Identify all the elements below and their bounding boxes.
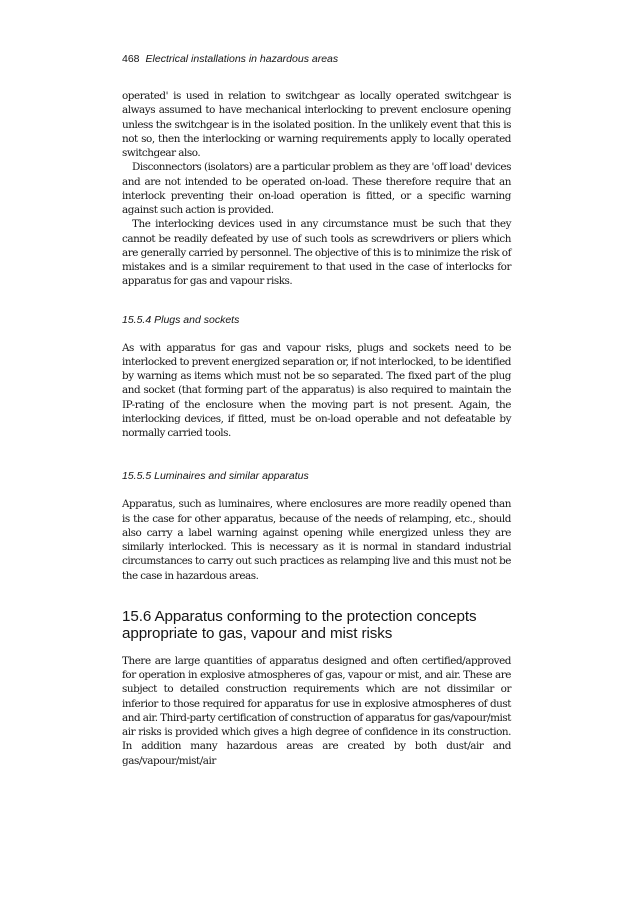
section-heading-15-6 <box>122 608 511 642</box>
paragraph-switchgear: operated' is used in relation to switchgear as locally operated switchgear is always assumed to have mechanical interlocking to prevent enclosure opening unless the switchgear is in the isolated position. In the unlikely event that this is not so, then the interlocking or warning requirements apply to locally operated switchgear also. <box>122 90 511 159</box>
running-title: Electrical installations in hazardous areas <box>145 53 339 65</box>
paragraph-disconnectors: Disconnectors (isolators) are a particular problem as they are 'off load' devices and are not intended to be operated on-load. These therefore require that an interlock preventing their on-load operation is fitted, or a specific warning against such action is provided. <box>122 161 511 216</box>
section-heading-line-1: 15.6 Apparatus conforming to the protection concepts <box>122 607 477 625</box>
paragraph-luminaires: Apparatus, such as luminaires, where enclosures are more readily opened than is the case for other apparatus, because of the needs of relamping, etc., should also carry a label warning against opening while energized unless they are similarly interlocked. This is necessary as it is normal in standard industrial circumstances to carry out such practices as relamping live and this must not be the case in hazardous areas. <box>122 498 511 582</box>
document-page <box>122 52 511 768</box>
paragraph-plugs-and-sockets: As with apparatus for gas and vapour risks, plugs and sockets need to be interlocked to prevent energized separation or, if not interlocked, to be identified by warning as items which must not be so separated. The fixed part of the plug and socket (that forming part of the apparatus) is also required to maintain the IP-rating of the enclosure when the moving part is not present. Again, the interlocking devices, if fitted, must be on-load operable and not defeatable by normally carried tools. <box>122 341 511 439</box>
heading-luminaires: 15.5.5 Luminaires and similar apparatus <box>122 470 309 483</box>
page-number: 468 <box>122 53 140 65</box>
running-header <box>122 52 511 66</box>
section-heading-line-2: appropriate to gas, vapour and mist risks <box>122 624 393 642</box>
paragraph-apparatus-conforming: There are large quantities of apparatus designed and often certified/approved for operation in explosive atmospheres of gas, vapour or mist, and air. These are subject to detailed construction requirements which are not dissimilar or inferior to those required for apparatus for use in explosive atmospheres of dust and air. Third-party certification of construction of apparatus for gas/vapour/mist air risks is provided which gives a high degree of confidence in its construction. In addition many hazardous areas are created by both dust/air and gas/vapour/mist/air <box>122 654 511 767</box>
paragraph-interlocking-devices: The interlocking devices used in any circumstance must be such that they cannot be readily defeated by use of such tools as screwdrivers or pliers which are generally carried by personnel. The objective of this is to minimize the risk of mistakes and is a similar requirement to that used in the case of interlocks for apparatus for gas and vapour risks. <box>122 218 511 288</box>
heading-plugs-and-sockets: 15.5.4 Plugs and sockets <box>122 313 240 326</box>
